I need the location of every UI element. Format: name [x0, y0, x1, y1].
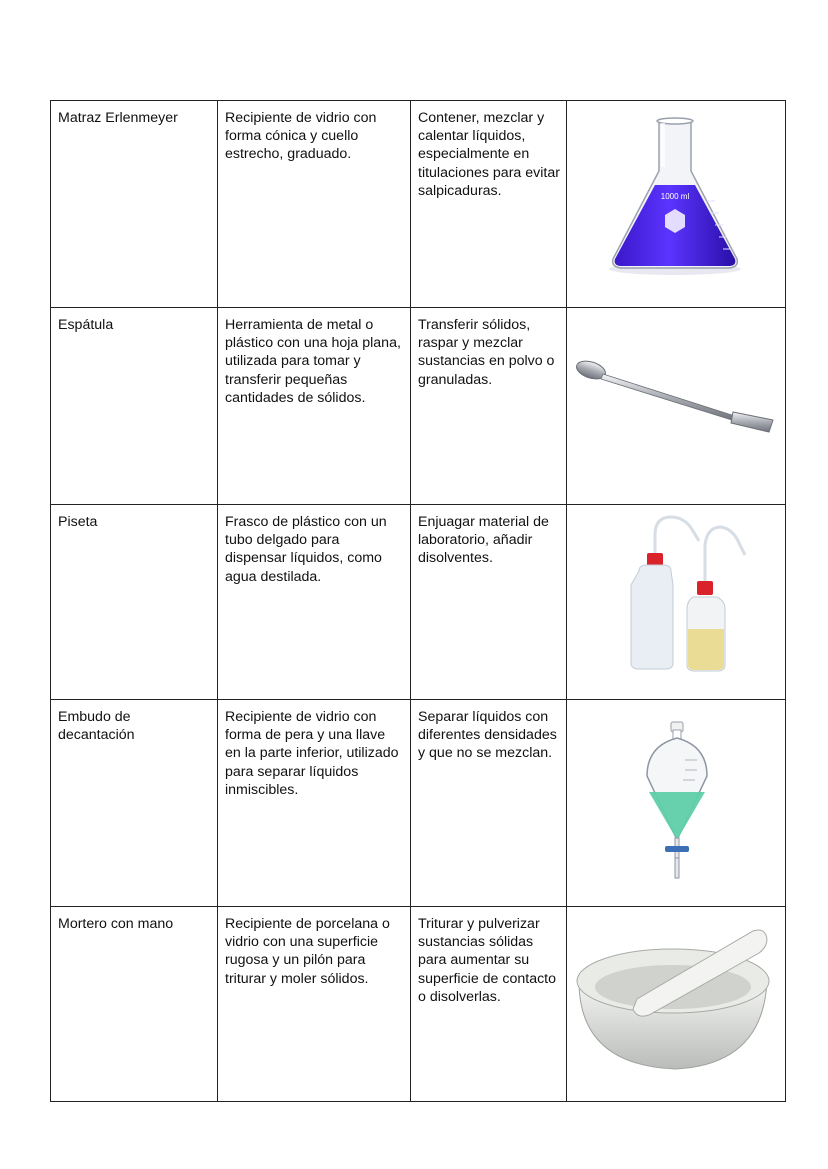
equipment-description: Recipiente de porcelana o vidrio con una superficie rugosa y un pilón para triturar y moler sólidos. [218, 907, 411, 1102]
table-row [51, 101, 786, 308]
equipment-use: Contener, mezclar y calentar líquidos, especialmente en titulaciones para evitar salpicaduras. [411, 101, 567, 308]
table-row [51, 907, 786, 1102]
wash-bottle-icon [567, 505, 786, 685]
table-row [51, 308, 786, 505]
equipment-use: Enjuagar material de laboratorio, añadir disolventes. [411, 505, 567, 700]
equipment-image-cell [567, 700, 786, 907]
equipment-description: Recipiente de vidrio con forma de pera y una llave en la parte inferior, utilizado para separar líquidos inmiscibles. [218, 700, 411, 907]
equipment-description: Recipiente de vidrio con forma cónica y cuello estrecho, graduado. [218, 101, 411, 308]
separatory-funnel-icon [567, 700, 786, 892]
equipment-name: Matraz Erlenmeyer [51, 101, 218, 308]
table-row [51, 505, 786, 700]
equipment-image-cell [567, 308, 786, 505]
equipment-description: Frasco de plástico con un tubo delgado para dispensar líquidos, como agua destilada. [218, 505, 411, 700]
equipment-description: Herramienta de metal o plástico con una hoja plana, utilizada para tomar y transferir pequeñas cantidades de sólidos. [218, 308, 411, 505]
equipment-use: Triturar y pulverizar sustancias sólidas para aumentar su superficie de contacto o disolverlas. [411, 907, 567, 1102]
svg-text:1000 ml: 1000 ml [660, 192, 690, 201]
equipment-image-cell [567, 505, 786, 700]
equipment-image-cell [567, 101, 786, 308]
equipment-name: Embudo de decantación [51, 700, 218, 907]
lab-equipment-table [50, 100, 786, 1102]
equipment-name: Piseta [51, 505, 218, 700]
table-row [51, 700, 786, 907]
equipment-use: Separar líquidos con diferentes densidades y que no se mezclan. [411, 700, 567, 907]
erlenmeyer-flask-icon [567, 101, 786, 293]
spatula-icon [567, 308, 786, 490]
equipment-use: Transferir sólidos, raspar y mezclar sustancias en polvo o granuladas. [411, 308, 567, 505]
equipment-name: Mortero con mano [51, 907, 218, 1102]
mortar-pestle-icon [567, 907, 786, 1087]
equipment-image-cell [567, 907, 786, 1102]
equipment-name: Espátula [51, 308, 218, 505]
